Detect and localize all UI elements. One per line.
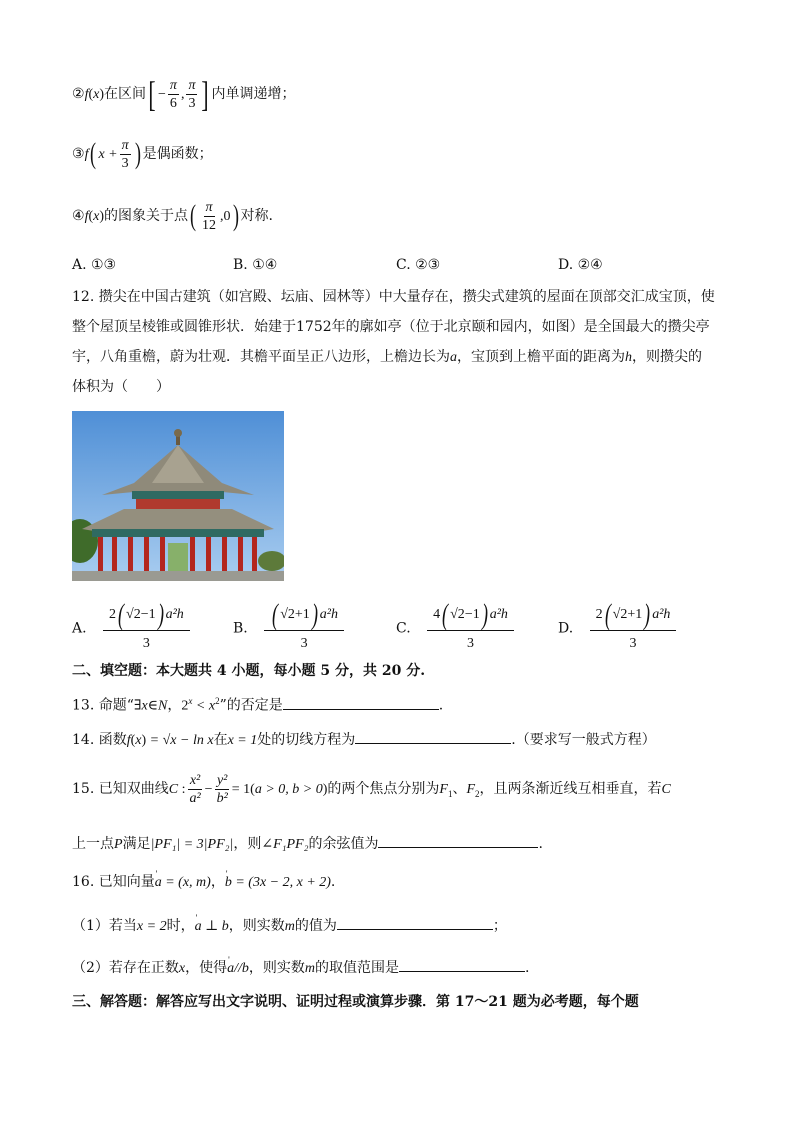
- q11-statement-4: [72, 198, 273, 234]
- math: a > 0, b > 0: [254, 782, 323, 797]
- answer-blank[interactable]: [378, 833, 538, 848]
- comma: ,: [180, 87, 185, 102]
- denominator: 3: [188, 95, 196, 111]
- math: ∃x∈N: [133, 698, 168, 714]
- fraction-pi-6: [168, 77, 179, 112]
- q16: [72, 873, 335, 892]
- text: .: [438, 697, 444, 714]
- fraction-x2-a2: [187, 772, 202, 807]
- fraction-pi-3: [186, 77, 197, 112]
- statement-text: 是偶函数；: [142, 146, 213, 162]
- paren: (: [272, 598, 279, 631]
- var-x: x: [93, 87, 100, 102]
- denominator: 3: [467, 636, 475, 651]
- text: ，: [210, 874, 225, 890]
- math: x = 1: [227, 733, 258, 748]
- paren: (: [90, 137, 97, 170]
- denominator: 3: [142, 636, 150, 651]
- paren: ): [481, 598, 488, 631]
- var-m: m: [304, 961, 316, 976]
- func-f: f: [84, 87, 89, 102]
- op: +1: [294, 607, 310, 623]
- paren: (: [442, 598, 449, 631]
- text: ，: [167, 697, 182, 714]
- statement-text: 内单调递增；: [211, 86, 296, 102]
- coef: 2: [595, 607, 603, 623]
- numerator: [590, 600, 677, 631]
- q12-option-c: [396, 600, 514, 650]
- text: .: [330, 874, 336, 890]
- answer-blank[interactable]: [399, 957, 525, 972]
- math: ' a ⊥ b: [195, 919, 229, 934]
- option-label: A.: [72, 620, 87, 637]
- text: 时，: [166, 918, 195, 934]
- text: ，则攒尖的: [632, 349, 702, 365]
- q12-option-d: [558, 600, 676, 650]
- numerator: π: [169, 77, 177, 93]
- expr: x +: [98, 147, 118, 162]
- vector-a: ' a = (x, m): [155, 875, 211, 890]
- q11-statement-3: [72, 136, 213, 172]
- paren: ): [99, 87, 105, 102]
- text: 的余弦值为: [308, 836, 379, 852]
- text: ，则实数: [248, 960, 305, 976]
- var-C: C: [168, 782, 179, 797]
- subscript: 1: [447, 788, 453, 799]
- text: ，使得: [185, 960, 228, 976]
- text: 13. 命题“: [72, 697, 134, 714]
- text: ，则: [233, 836, 262, 852]
- tail: a²h: [489, 607, 508, 623]
- math: ∠F₁PF₂: [261, 837, 309, 852]
- sqrt: √2: [280, 607, 295, 623]
- statement-text: 的图象关于点: [104, 208, 189, 224]
- q15-line-2: [72, 833, 543, 854]
- math: |PF₁| = 3|PF₂|: [150, 837, 234, 852]
- numerator: [427, 600, 514, 631]
- math: = √x − ln x: [146, 733, 214, 748]
- text: ，则实数: [228, 918, 285, 934]
- var-h: h: [625, 350, 632, 365]
- denominator: 3: [629, 636, 637, 651]
- tail: a²h: [319, 607, 338, 623]
- section-2-title: 二、填空题：本大题共 4 小题，每小题 5 分，共 20 分.: [72, 663, 426, 679]
- sqrt: √2: [126, 607, 141, 623]
- q12-line-4: 体积为（ ）: [72, 379, 170, 395]
- op: +1: [627, 607, 643, 623]
- text: ；: [492, 918, 507, 934]
- paren: ): [134, 137, 141, 170]
- var-m: m: [284, 919, 295, 934]
- numerator: y²: [216, 772, 228, 788]
- option-fraction: [264, 600, 344, 657]
- text: 的取值范围是: [315, 960, 400, 976]
- paren: ): [322, 782, 328, 797]
- numerator: x²: [189, 772, 201, 788]
- text: 15. 已知双曲线: [72, 781, 169, 797]
- q11-option-a: A. ①③: [72, 257, 117, 273]
- text: .: [525, 960, 530, 976]
- text: 处的切线方程为: [257, 732, 356, 748]
- exponent: x: [188, 696, 193, 706]
- numerator: π: [188, 77, 196, 93]
- exponent: 2: [215, 696, 220, 706]
- text: 宇，八角重檐，蔚为壮观．其檐平面呈正八边形，上檐边长为: [72, 349, 450, 365]
- tail: a²h: [165, 607, 184, 623]
- op: −1: [140, 607, 156, 623]
- bracket: ]: [201, 74, 210, 114]
- statement-mark: ②: [72, 86, 85, 102]
- text: 满足: [122, 836, 151, 852]
- paren: ): [157, 598, 164, 631]
- q11-option-d: D. ②④: [558, 257, 603, 273]
- text: 上一点: [72, 836, 114, 852]
- var-P: P: [114, 837, 123, 852]
- subscript: 2: [475, 788, 480, 799]
- q11-option-c: C. ②③: [396, 257, 441, 273]
- paren: (: [130, 733, 136, 748]
- fraction-pi-3: [120, 137, 131, 172]
- option-fraction: [427, 600, 514, 657]
- q12-line-2: 整个屋顶呈棱锥或圆锥形状．始建于1752年的廓如亭（位于北京颐和园内，如图）是全国最大的攒尖亭: [72, 319, 710, 335]
- pavilion-photo: [72, 411, 284, 581]
- denominator: a²: [189, 790, 201, 806]
- text: 16. 已知向量: [72, 874, 155, 890]
- paren: (: [88, 87, 94, 102]
- q12-option-a: [72, 600, 190, 650]
- tail: a²h: [652, 607, 671, 623]
- fraction-y2-b2: [215, 772, 230, 807]
- text: ，宝顶到上檐平面的距离为: [457, 349, 625, 365]
- math: = 1: [231, 782, 251, 797]
- math: ' a//b: [227, 961, 249, 976]
- option-label: C.: [396, 620, 411, 637]
- colon: :: [178, 782, 186, 797]
- func-f: f: [126, 733, 131, 748]
- option-fraction: [590, 600, 677, 657]
- option-fraction: [103, 600, 190, 657]
- math: < x: [192, 698, 216, 714]
- q11-statement-2: [72, 76, 295, 112]
- minus-sign: −: [158, 87, 166, 102]
- answer-blank[interactable]: [283, 695, 439, 710]
- denominator: 12: [202, 217, 217, 233]
- paren: (: [604, 598, 611, 631]
- numerator: π: [121, 137, 129, 153]
- bracket: [: [148, 74, 156, 114]
- paren: ): [311, 598, 318, 631]
- text: ”的否定是: [219, 697, 283, 714]
- vector-b: ' b = (3x − 2, x + 2): [225, 875, 331, 890]
- statement-mark: ④: [72, 208, 85, 224]
- paren: ): [232, 199, 239, 232]
- q14: [72, 729, 656, 750]
- numerator: [103, 600, 190, 631]
- text: 的两个焦点分别为: [327, 781, 440, 797]
- section-3-title: 三、解答题：解答应写出文字说明、证明过程或演算步骤．第 17～21 题为必考题，每个题: [72, 994, 639, 1010]
- q15-line-1: [72, 767, 671, 811]
- op: −1: [464, 607, 480, 623]
- sqrt: √2: [450, 607, 465, 623]
- math: x = 2: [136, 919, 167, 934]
- coef: 2: [109, 607, 117, 623]
- var-a: a: [450, 350, 457, 365]
- option-label: D.: [558, 620, 574, 637]
- numerator: [264, 600, 344, 631]
- paren: ): [644, 598, 651, 631]
- minus: −: [204, 782, 213, 797]
- text: 在: [213, 732, 228, 748]
- denominator: 3: [300, 636, 308, 651]
- var-x: x: [93, 209, 100, 224]
- text: 14. 函数: [72, 732, 127, 748]
- q16-part-1: [72, 915, 507, 936]
- coord: ,0: [220, 209, 231, 224]
- paren: ): [99, 209, 105, 224]
- text: .（要求写一般式方程）: [511, 732, 656, 748]
- text: （2）若存在正数: [72, 960, 179, 976]
- q12-line-1: 12. 攒尖在中国古建筑（如宫殿、坛庙、园林等）中大量存在，攒尖式建筑的屋面在顶部交汇成宝顶，使: [72, 289, 715, 305]
- q16-part-2: [72, 957, 530, 978]
- numerator: π: [205, 199, 213, 215]
- paren: ): [141, 733, 147, 748]
- focus: F: [466, 782, 476, 797]
- sqrt: √2: [612, 607, 628, 623]
- paren: (: [250, 782, 255, 797]
- q12-line-3: [72, 348, 702, 367]
- q13: [72, 692, 443, 716]
- paren: (: [190, 199, 197, 232]
- q12-option-b: [233, 600, 344, 650]
- text: 的值为: [294, 918, 337, 934]
- q11-option-b: B. ①④: [233, 257, 278, 273]
- paren: (: [118, 598, 125, 631]
- var-x: x: [135, 733, 142, 748]
- text: ，且两条渐近线互相垂直，若: [479, 781, 662, 797]
- denominator: 6: [169, 95, 177, 111]
- var-C: C: [661, 782, 671, 797]
- statement-mark: ③: [72, 146, 85, 162]
- denominator: b²: [216, 790, 228, 806]
- focus: F: [439, 782, 448, 797]
- text: 、: [452, 781, 467, 797]
- math: 2: [181, 698, 189, 714]
- denominator: 3: [121, 155, 129, 171]
- option-label: B.: [233, 620, 248, 637]
- func-f: f: [84, 147, 89, 162]
- func-f: f: [84, 209, 89, 224]
- fraction-pi-12: [200, 199, 218, 234]
- statement-text: 对称.: [240, 208, 273, 224]
- answer-blank[interactable]: [337, 915, 493, 930]
- var-x: x: [178, 961, 186, 976]
- text: （1）若当: [72, 918, 137, 934]
- coef: 4: [433, 607, 441, 623]
- statement-text: 在区间: [104, 86, 147, 102]
- answer-blank[interactable]: [355, 729, 511, 744]
- text: .: [538, 836, 543, 852]
- paren: (: [88, 209, 94, 224]
